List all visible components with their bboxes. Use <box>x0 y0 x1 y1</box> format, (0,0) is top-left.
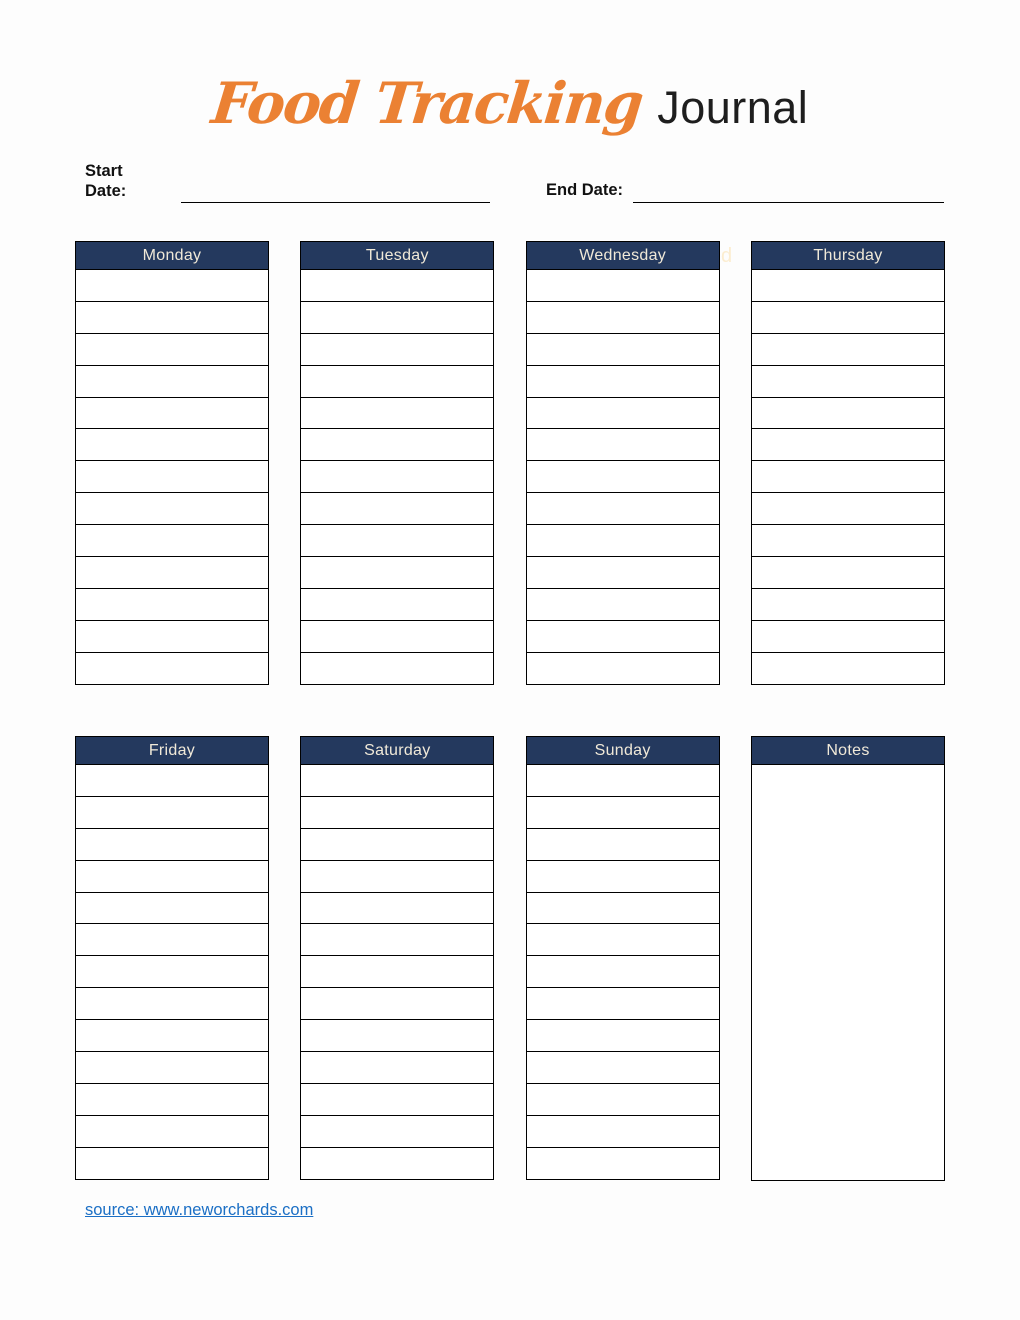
entry-line <box>527 366 719 398</box>
entry-line <box>527 988 719 1020</box>
start-date-input-line[interactable] <box>181 202 490 203</box>
entry-line <box>301 398 493 430</box>
entry-line <box>76 893 268 925</box>
source-link[interactable]: source: www.neworchards.com <box>85 1201 314 1219</box>
day-column-sunday <box>526 736 720 1181</box>
entry-line <box>76 621 268 653</box>
entry-line <box>301 861 493 893</box>
week-grid-bottom <box>75 736 945 1181</box>
day-header-monday: Monday <box>75 241 269 270</box>
day-rows-monday <box>75 270 269 685</box>
entry-line <box>301 988 493 1020</box>
entry-line <box>752 493 944 525</box>
entry-line <box>752 461 944 493</box>
entry-line <box>527 398 719 430</box>
entry-line <box>301 893 493 925</box>
entry-line <box>301 366 493 398</box>
entry-line <box>752 366 944 398</box>
entry-line <box>76 429 268 461</box>
day-header-sunday: Sunday <box>526 736 720 765</box>
day-header-thursday: Thursday <box>751 241 945 270</box>
entry-line <box>76 988 268 1020</box>
entry-line <box>752 302 944 334</box>
end-date-input-line[interactable] <box>633 202 944 203</box>
entry-line <box>527 893 719 925</box>
day-column-friday <box>75 736 269 1181</box>
day-header-friday: Friday <box>75 736 269 765</box>
entry-line <box>301 956 493 988</box>
entry-line <box>301 621 493 653</box>
entry-line <box>301 653 493 685</box>
entry-line <box>752 589 944 621</box>
notes-header: Notes <box>751 736 945 765</box>
entry-line <box>527 924 719 956</box>
entry-line <box>301 557 493 589</box>
entry-line <box>527 429 719 461</box>
entry-line <box>76 334 268 366</box>
entry-line <box>76 589 268 621</box>
day-header-tuesday: Tuesday <box>300 241 494 270</box>
entry-line <box>301 1052 493 1084</box>
entry-line <box>527 525 719 557</box>
entry-line <box>76 829 268 861</box>
entry-line <box>301 493 493 525</box>
week-grid-top <box>75 241 945 685</box>
start-date-label-line1: Start <box>85 162 123 180</box>
entry-line <box>752 525 944 557</box>
day-rows-friday <box>75 765 269 1180</box>
entry-line <box>527 829 719 861</box>
entry-line <box>76 525 268 557</box>
day-header-wednesday: Wednesday <box>526 241 720 270</box>
entry-line <box>301 1084 493 1116</box>
entry-line <box>752 621 944 653</box>
entry-line <box>76 461 268 493</box>
entry-line <box>76 1084 268 1116</box>
notes-area <box>751 765 945 1181</box>
start-date-label-line2: Date: <box>85 182 127 200</box>
entry-line <box>527 1084 719 1116</box>
entry-line <box>301 589 493 621</box>
day-column-tuesday <box>300 241 494 685</box>
title-accent: Food Tracking <box>208 70 645 137</box>
entry-line <box>76 1020 268 1052</box>
entry-line <box>527 1052 719 1084</box>
entry-line <box>301 765 493 797</box>
entry-line <box>76 1148 268 1180</box>
entry-line <box>527 589 719 621</box>
entry-line <box>752 334 944 366</box>
entry-line <box>301 1116 493 1148</box>
day-column-thursday <box>751 241 945 685</box>
entry-line <box>301 797 493 829</box>
entry-line <box>76 270 268 302</box>
entry-line <box>76 302 268 334</box>
end-date-label: End Date: <box>546 181 624 199</box>
entry-line <box>76 398 268 430</box>
entry-line <box>752 270 944 302</box>
entry-line <box>527 557 719 589</box>
entry-line <box>752 557 944 589</box>
entry-line <box>76 861 268 893</box>
day-rows-saturday <box>300 765 494 1180</box>
entry-line <box>527 334 719 366</box>
day-rows-sunday <box>526 765 720 1180</box>
start-date-label <box>85 161 126 201</box>
entry-line <box>752 429 944 461</box>
entry-line <box>527 1020 719 1052</box>
entry-line <box>527 270 719 302</box>
entry-line <box>301 924 493 956</box>
entry-line <box>76 797 268 829</box>
stray-text-artifact: d <box>721 245 733 267</box>
entry-line <box>527 956 719 988</box>
entry-line <box>527 1116 719 1148</box>
day-rows-wednesday <box>526 270 720 685</box>
entry-line <box>76 653 268 685</box>
entry-line <box>527 621 719 653</box>
day-rows-tuesday <box>300 270 494 685</box>
entry-line <box>76 366 268 398</box>
entry-line <box>76 557 268 589</box>
entry-line <box>76 493 268 525</box>
entry-line <box>527 461 719 493</box>
entry-line <box>76 1116 268 1148</box>
entry-line <box>527 861 719 893</box>
day-column-wednesday <box>526 241 720 685</box>
title-main: Journal <box>657 82 809 133</box>
notes-column <box>751 736 945 1181</box>
entry-line <box>301 302 493 334</box>
entry-line <box>527 765 719 797</box>
entry-line <box>301 1148 493 1180</box>
day-header-saturday: Saturday <box>300 736 494 765</box>
entry-line <box>76 924 268 956</box>
entry-line <box>527 1148 719 1180</box>
entry-line <box>301 1020 493 1052</box>
day-column-saturday <box>300 736 494 1181</box>
entry-line <box>301 829 493 861</box>
entry-line <box>76 956 268 988</box>
day-rows-thursday <box>751 270 945 685</box>
page-title <box>0 70 1020 137</box>
entry-line <box>527 797 719 829</box>
entry-line <box>301 525 493 557</box>
entry-line <box>752 653 944 685</box>
entry-line <box>752 398 944 430</box>
entry-line <box>527 653 719 685</box>
entry-line <box>301 429 493 461</box>
entry-line <box>527 493 719 525</box>
entry-line <box>76 1052 268 1084</box>
entry-line <box>301 461 493 493</box>
entry-line <box>527 302 719 334</box>
entry-line <box>76 765 268 797</box>
day-column-monday <box>75 241 269 685</box>
entry-line <box>301 270 493 302</box>
entry-line <box>301 334 493 366</box>
